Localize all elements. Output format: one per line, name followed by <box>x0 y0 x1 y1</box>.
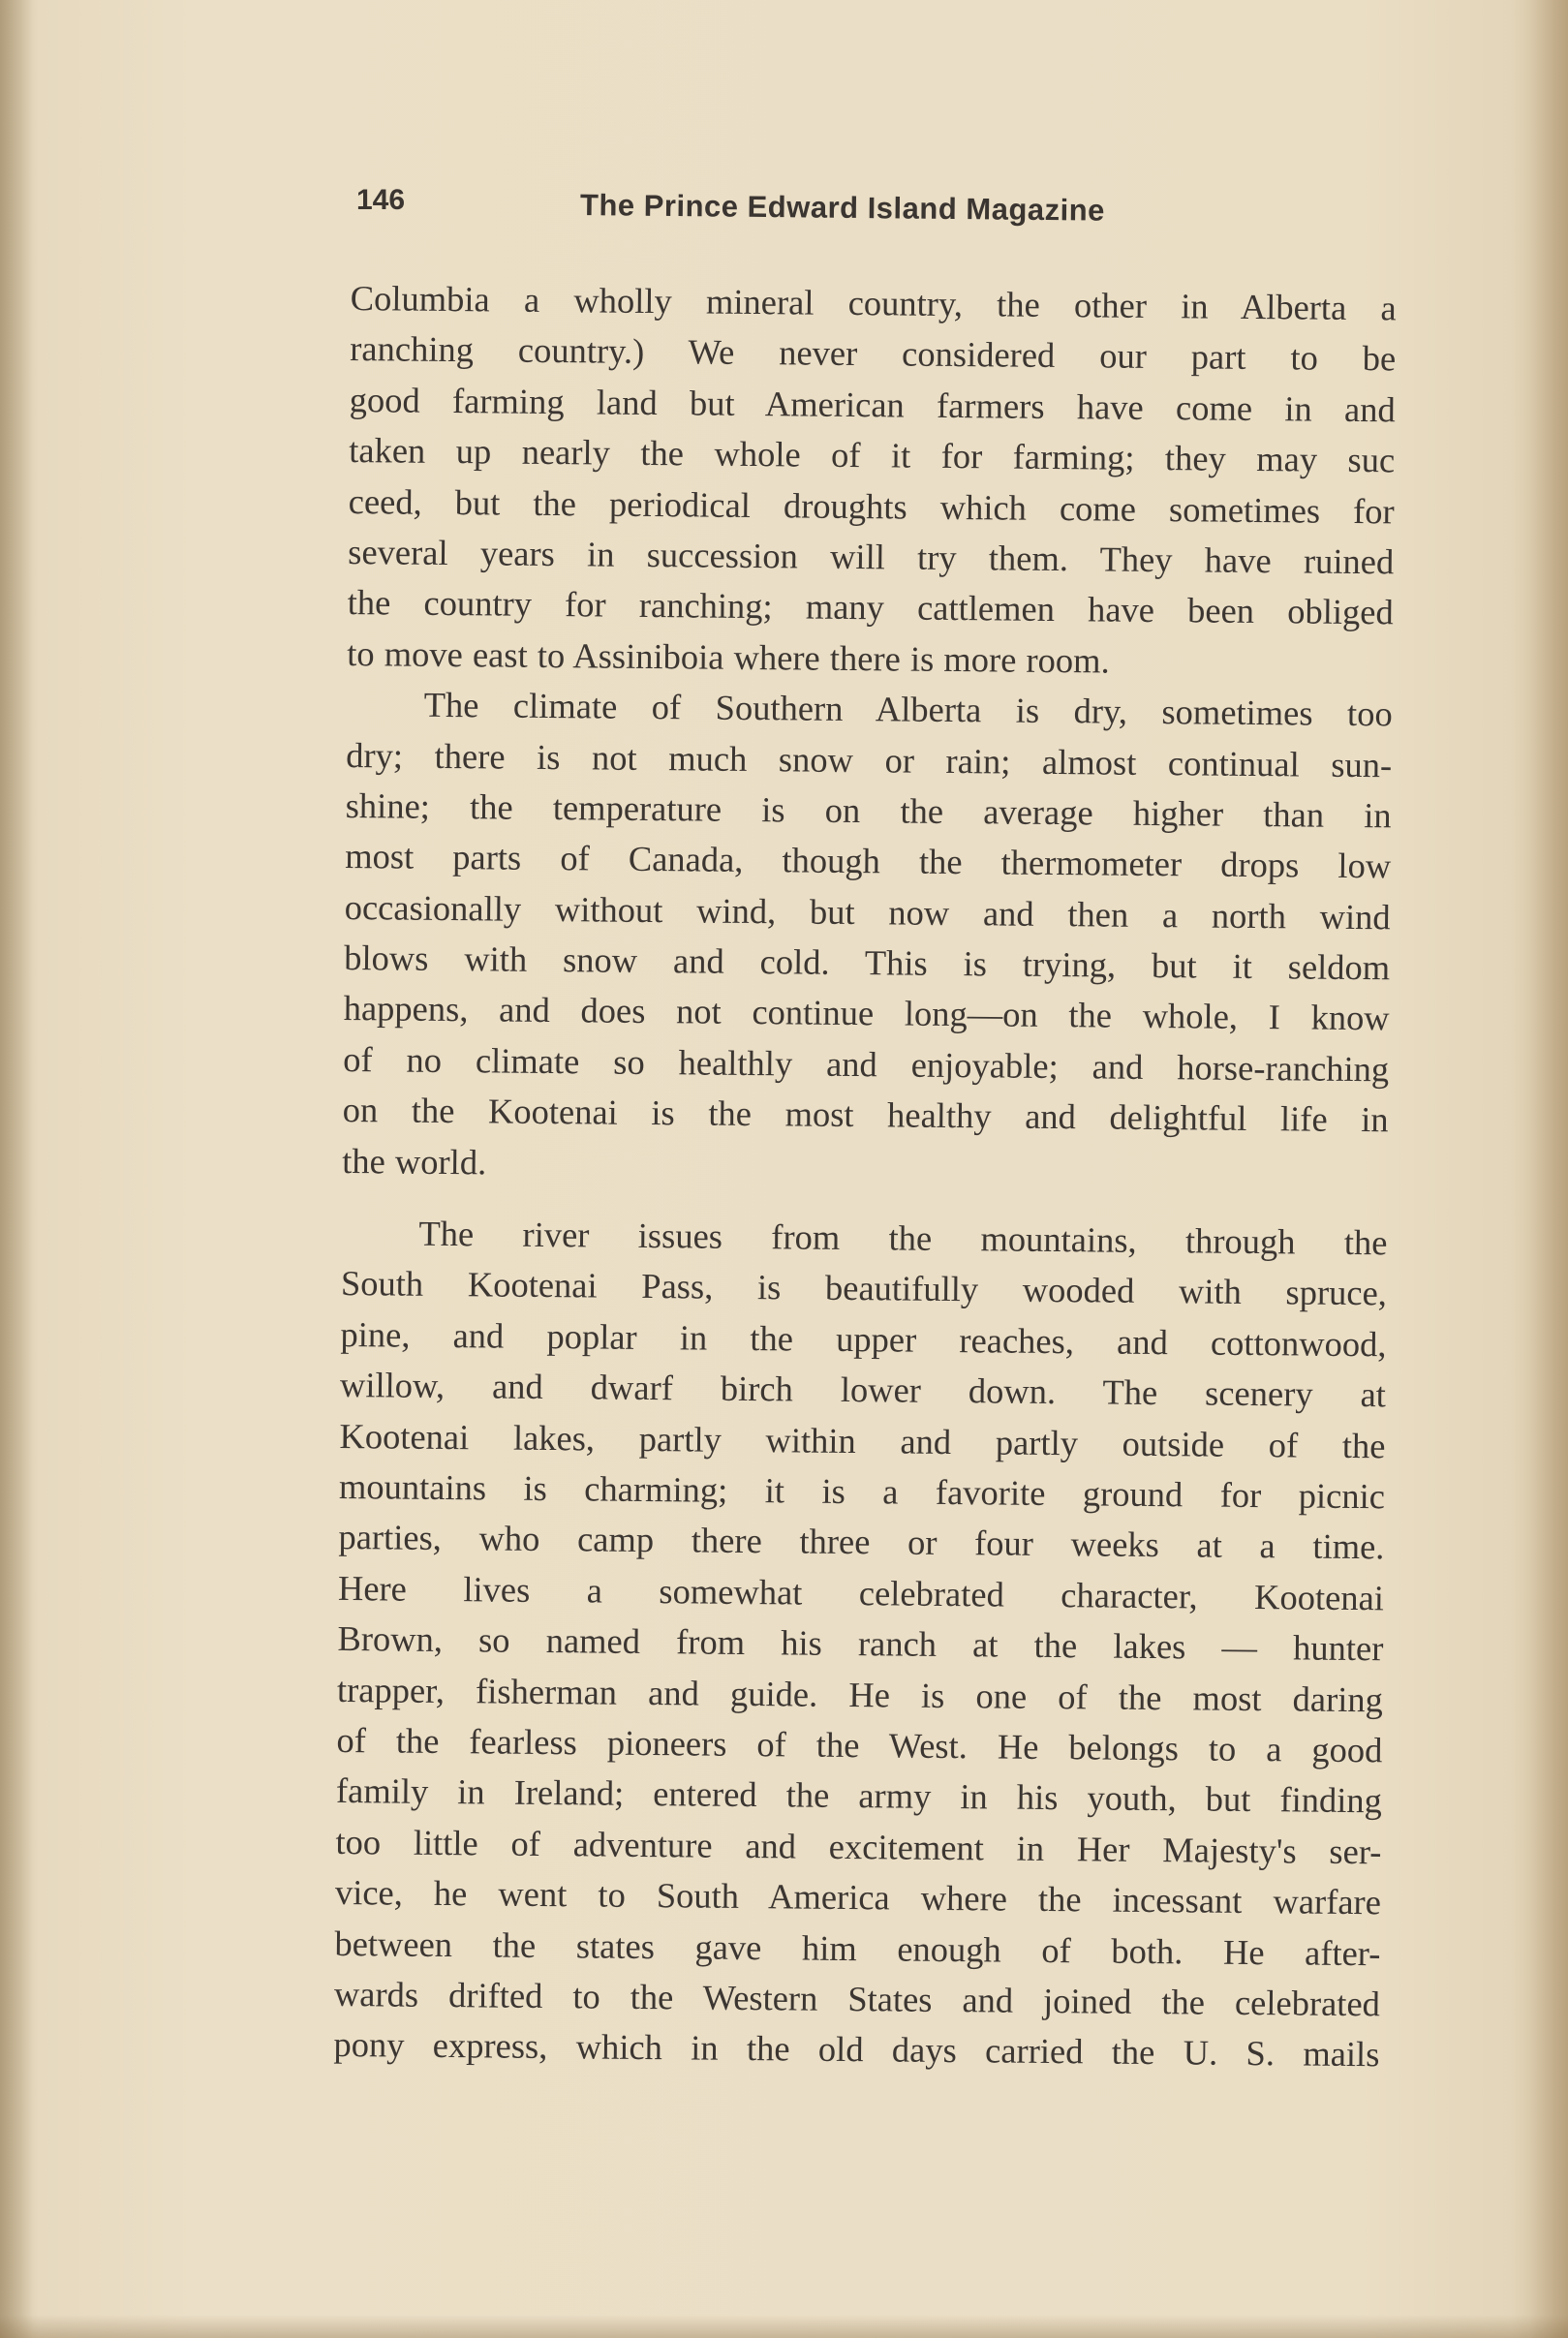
text-line: the world. <box>342 1140 487 1183</box>
text-line: parties, who camp there three or four weeks at a time. <box>338 1517 1385 1567</box>
text-line: dry; there is not much snow or rain; almost continual sun- <box>346 734 1393 784</box>
text-line: ranching country.) We never considered our part to be <box>350 328 1397 379</box>
text-line: good farming land but American farmers have come in and <box>349 379 1396 430</box>
text-line: The climate of Southern Alberta is dry, sometimes too <box>423 684 1393 734</box>
text-line: Kootenai lakes, partly within and partly outside of the <box>339 1415 1386 1465</box>
running-title: The Prince Edward Island Magazine <box>579 188 1106 228</box>
text-line: taken up nearly the whole of it for farming; they may suc <box>349 430 1396 480</box>
page-spine-shadow <box>0 0 33 2338</box>
page-number: 146 <box>356 184 406 216</box>
page-right-edge <box>1529 0 1568 2338</box>
text-line: pine, and poplar in the upper reaches, and cottonwood, <box>340 1313 1387 1365</box>
text-line: vice, he went to South America where the incessant warfare <box>334 1872 1382 1923</box>
text-line: trapper, fisherman and guide. He is one of the most daring <box>336 1669 1384 1719</box>
text-line: South Kootenai Pass, is beautifully wooded with spruce, <box>340 1263 1388 1313</box>
text-line: too little of adventure and excitement in Her Majesty's ser- <box>335 1821 1382 1872</box>
text-line: occasionally without wind, but now and then a north wind <box>344 886 1391 938</box>
text-line: to move east to Assiniboia where there is more room. <box>347 632 1110 681</box>
paragraph-2 <box>342 679 1393 1196</box>
text-line: several years in succession will try them. They have ruined <box>348 531 1395 582</box>
text-line: Columbia a wholly mineral country, the other in Alberta a <box>350 277 1397 328</box>
text-line: on the Kootenai is the most healthy and delightful life in <box>342 1090 1389 1140</box>
body-text <box>333 273 1397 2080</box>
text-line: most parts of Canada, though the thermometer drops low <box>345 836 1392 886</box>
text-line: Brown, so named from his ranch at the lakes — hunter <box>337 1618 1384 1669</box>
text-line: pony express, which in the old days carried the U. S. mails <box>333 2024 1380 2075</box>
text-line: Here lives a somewhat celebrated character, Kootenai <box>337 1567 1385 1618</box>
text-line: of the fearless pioneers of the West. He belongs to a good <box>336 1719 1383 1770</box>
text-line: of no climate so healthly and enjoyable; and horse-ranching <box>343 1038 1390 1090</box>
text-line: ceed, but the periodical droughts which come sometimes for <box>348 480 1395 531</box>
text-line: blows with snow and cold. This is trying, but it seldom <box>344 938 1391 988</box>
text-line: wards drifted to the Western States and joined the celebrated <box>333 1973 1381 2024</box>
text-line: family in Ireland; entered the army in his youth, but finding <box>335 1770 1383 1821</box>
text-line: the country for ranching; many cattlemen have been obliged <box>347 582 1394 632</box>
text-line: happens, and does not continue long—on the whole, I know <box>343 988 1390 1038</box>
paragraph-3 <box>333 1208 1387 2080</box>
text-line: mountains is charming; it is a favorite ground for picnic <box>338 1465 1386 1517</box>
paragraph-1 <box>347 273 1397 689</box>
text-line: between the states gave him enough of both. He after- <box>334 1923 1381 1973</box>
text-line: The river issues from the mountains, through the <box>418 1213 1388 1263</box>
text-line: willow, and dwarf birch lower down. The scenery at <box>339 1365 1387 1415</box>
text-line: shine; the temperature is on the average higher than in <box>345 784 1392 836</box>
page-header <box>356 184 1402 242</box>
page-bottom-edge <box>0 2315 1568 2338</box>
